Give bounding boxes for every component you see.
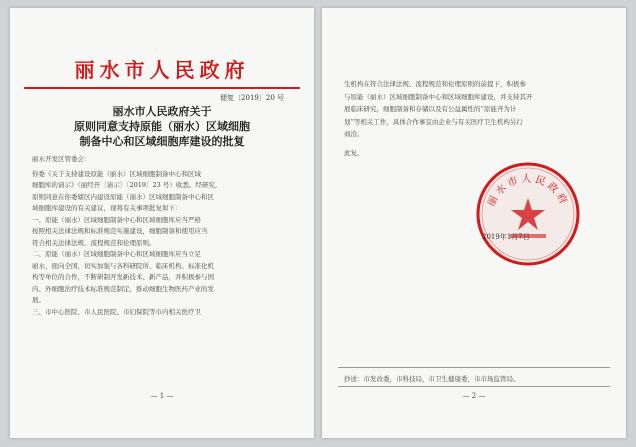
body-line: 与原能（丽水）区域细胞制备中心和区域细胞库建设，并支持其开 bbox=[344, 92, 533, 101]
body-line: 丽水，面向全国，切实加强与各科研院所、临床机构、标准化机 bbox=[32, 261, 214, 270]
body-line: 原则同意在你委辖区内建设原能（丽水）区域细胞制备中心和区 bbox=[32, 192, 214, 201]
document-title bbox=[10, 104, 314, 149]
title-line-2: 原则同意支持原能（丽水）区域细胞 bbox=[74, 120, 250, 133]
svg-text:丽水市人民政府: 丽水市人民政府 bbox=[486, 174, 570, 209]
cc-bottom-divider bbox=[338, 386, 610, 387]
issuing-authority-header: 丽水市人民政府 bbox=[74, 58, 250, 82]
document-page-left bbox=[10, 8, 314, 438]
title-line-3: 制备中心和区域细胞库建设的批复 bbox=[79, 135, 245, 148]
body-line: 你委《关于支持建设原能（丽水）区域细胞制备中心和区域 bbox=[32, 169, 201, 178]
body-line: 按照相关法律法规和标准规范实施建设，细胞制备和使用应当 bbox=[32, 227, 208, 235]
carbon-copy-line: 抄送：市发改委，市科技局，市卫生健康委，市市场监管局。 bbox=[344, 375, 520, 383]
body-line: 丽水开发区管委会： bbox=[32, 155, 91, 163]
body-line: 商洽。 bbox=[344, 130, 364, 138]
body-line: 构等单位的合作，不断研制开发新技术、新产品，并积极参与国 bbox=[32, 273, 214, 281]
title-line-1: 丽水市人民政府关于 bbox=[112, 105, 212, 118]
document-number: 便复〔2019〕20 号 bbox=[220, 94, 284, 102]
body-line: 展临床研究，细胞制备和存储以及有公益属性的“原能齐为计 bbox=[344, 105, 517, 113]
page-number: — 1 — bbox=[150, 392, 174, 400]
page-number: — 2 — bbox=[462, 392, 486, 400]
left-body-text bbox=[32, 154, 302, 318]
issue-date: 2019年1月7日 bbox=[482, 233, 530, 241]
right-body-text bbox=[344, 78, 614, 159]
red-divider-line bbox=[24, 87, 300, 89]
document-page-right bbox=[322, 8, 626, 438]
body-line: 细胞库的请示》（丽经开〔请示〕〔2019〕23 号）收悉。经研究， bbox=[32, 181, 222, 189]
body-line: 划”等相关工作，具体合作事宜由企业与有关医疗卫生机构另行 bbox=[344, 117, 523, 126]
body-line: 生机构在符合法律法规、流程规范和伦理原则的前提下，积极参 bbox=[344, 80, 526, 88]
body-line: 域细胞库建设的有关建议，现将有关事项批复如下： bbox=[32, 204, 182, 212]
body-line: 三、市中心医院、市人民医院、市妇保院等市内相关医疗卫 bbox=[32, 307, 201, 316]
cc-top-divider bbox=[338, 367, 610, 368]
body-line: 内、外细胞治疗技术标准规范制定，推动细胞生物医药产业的发 bbox=[32, 284, 214, 293]
body-line: 一、原能（丽水）区域细胞制备中心和区域细胞库应当严格 bbox=[32, 215, 201, 224]
body-line: 符合相关法律法规、流程规范和伦理原则。 bbox=[32, 238, 156, 247]
body-line: 此复。 bbox=[344, 148, 364, 157]
body-line: 展。 bbox=[32, 296, 45, 304]
official-seal bbox=[472, 158, 584, 270]
seal-stamp-icon bbox=[472, 158, 584, 270]
body-line: 二、原能（丽水）区域细胞制备中心和区域细胞库应当立足 bbox=[32, 250, 201, 258]
